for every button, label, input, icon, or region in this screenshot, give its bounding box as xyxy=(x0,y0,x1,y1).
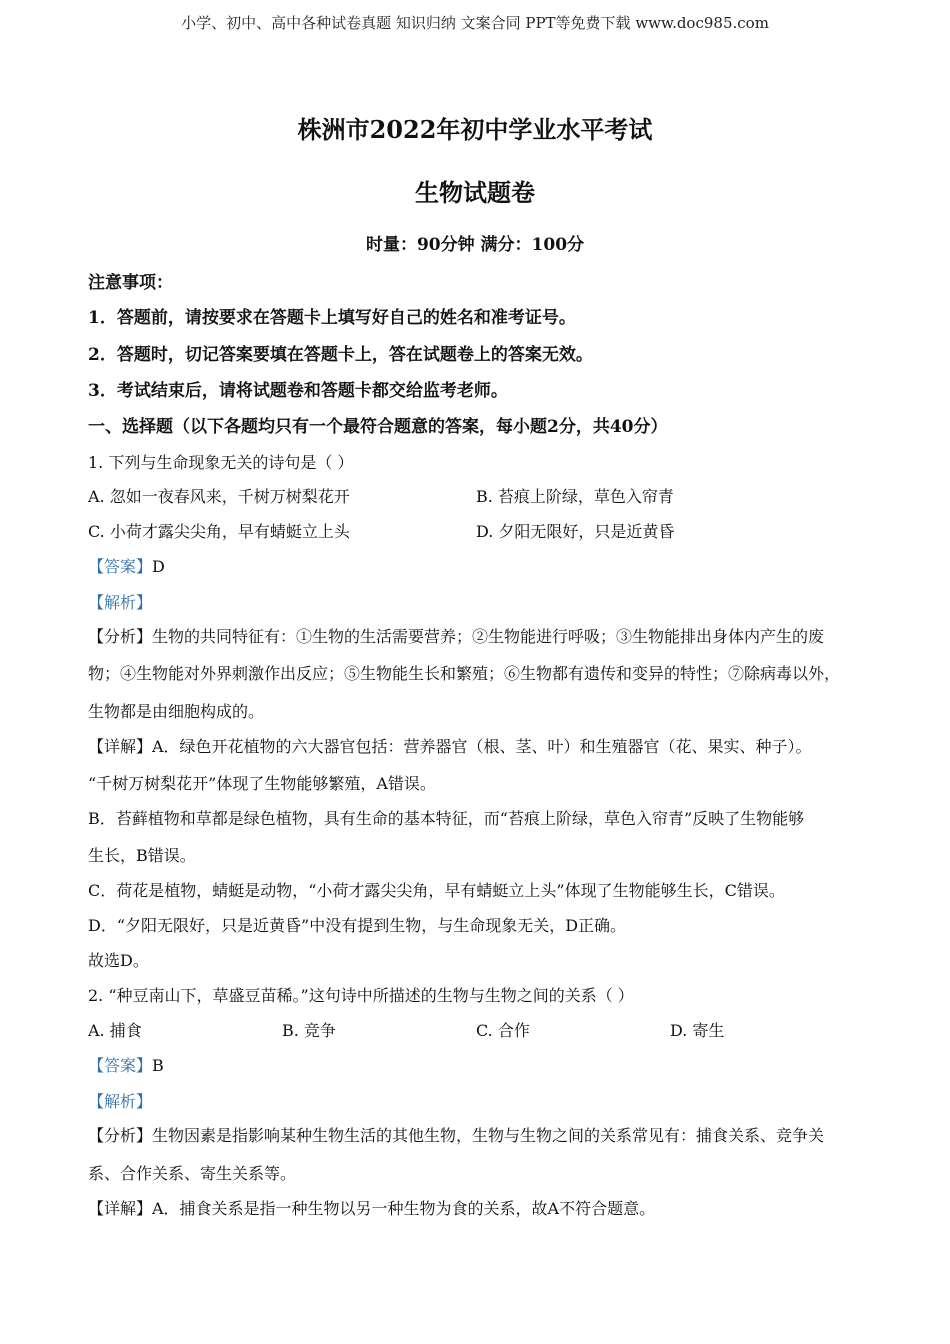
exam-subtitle: 生物试题卷 xyxy=(415,178,535,207)
question-option: A. 忽如一夜春风来，千树万树梨花开 xyxy=(88,487,350,506)
note-item: 3．考试结束后，请将试题卷和答题卡都交给监考老师。 xyxy=(88,381,508,401)
analysis-line: 【详解】A．绿色开花植物的六大器官包括：营养器官（根、茎、叶）和生殖器官（花、果实、种子）。 xyxy=(88,737,812,756)
analysis-line: “千树万树梨花开”体现了生物能够繁殖，A错误。 xyxy=(88,774,436,793)
question-stem: 1. 下列与生命现象无关的诗句是（ ） xyxy=(88,453,354,472)
question-option: A. 捕食 xyxy=(88,1021,142,1040)
question-option: B. 苔痕上阶绿，草色入帘青 xyxy=(476,487,674,506)
section-heading: 一、选择题（以下各题均只有一个最符合题意的答案，每小题2分，共40分） xyxy=(88,417,668,437)
question-option: D. 寄生 xyxy=(670,1021,725,1040)
analysis-line: 【分析】生物的共同特征有：①生物的生活需要营养；②生物能进行呼吸；③生物能排出身体内产生的废 xyxy=(88,627,825,646)
analysis-line: 故选D。 xyxy=(88,951,149,970)
analysis-line: 【分析】生物因素是指影响某种生物生活的其他生物，生物与生物之间的关系常见有：捕食关系、竞争关 xyxy=(88,1126,825,1145)
analysis-line: 【详解】A．捕食关系是指一种生物以另一种生物为食的关系，故A不符合题意。 xyxy=(88,1199,656,1218)
answer-line xyxy=(88,554,165,577)
analysis-label: 【解析】 xyxy=(88,1092,153,1111)
notes-heading: 注意事项： xyxy=(88,273,173,293)
analysis-line: C．荷花是植物，蜻蜓是动物，“小荷才露尖尖角，早有蜻蜓立上头”体现了生物能够生长，C错误。 xyxy=(88,881,785,900)
analysis-line: 生物都是由细胞构成的。 xyxy=(88,702,265,721)
question-option: C. 合作 xyxy=(476,1021,530,1040)
analysis-line: B．苔藓植物和草都是绿色植物，具有生命的基本特征，而“苔痕上阶绿，草色入帘青”反映了生物能够 xyxy=(88,809,805,828)
note-item: 1．答题前，请按要求在答题卡上填写好自己的姓名和准考证号。 xyxy=(88,308,576,328)
question-option: C. 小荷才露尖尖角，早有蜻蜓立上头 xyxy=(88,522,350,541)
analysis-label: 【解析】 xyxy=(88,593,153,612)
answer-label: 【答案】 xyxy=(88,557,153,576)
answer-value: B xyxy=(152,1056,164,1075)
answer-line xyxy=(88,1053,164,1076)
question-stem: 2. “种豆南山下，草盛豆苗稀。”这句诗中所描述的生物与生物之间的关系（ ） xyxy=(88,986,634,1005)
note-item: 2．答题时，切记答案要填在答题卡上，答在试题卷上的答案无效。 xyxy=(88,345,593,365)
question-option: B. 竞争 xyxy=(282,1021,336,1040)
exam-time-info: 时量：90分钟 满分：100分 xyxy=(365,235,585,255)
answer-value: D xyxy=(152,557,165,576)
analysis-line: D．“夕阳无限好，只是近黄昏”中没有提到生物，与生命现象无关，D正确。 xyxy=(88,916,627,935)
analysis-line: 物；④生物能对外界刺激作出反应；⑤生物能生长和繁殖；⑥生物都有遗传和变异的特性；⑦除病毒以外， xyxy=(88,664,841,683)
analysis-line: 系、合作关系、寄生关系等。 xyxy=(88,1164,297,1183)
exam-title: 株洲市2022年初中学业水平考试 xyxy=(297,115,653,144)
site-header: 小学、初中、高中各种试卷真题 知识归纳 文案合同 PPT等免费下载 www.doc985.com xyxy=(181,14,769,32)
answer-label: 【答案】 xyxy=(88,1056,153,1075)
question-option: D. 夕阳无限好，只是近黄昏 xyxy=(476,522,675,541)
analysis-line: 生长，B错误。 xyxy=(88,846,196,865)
